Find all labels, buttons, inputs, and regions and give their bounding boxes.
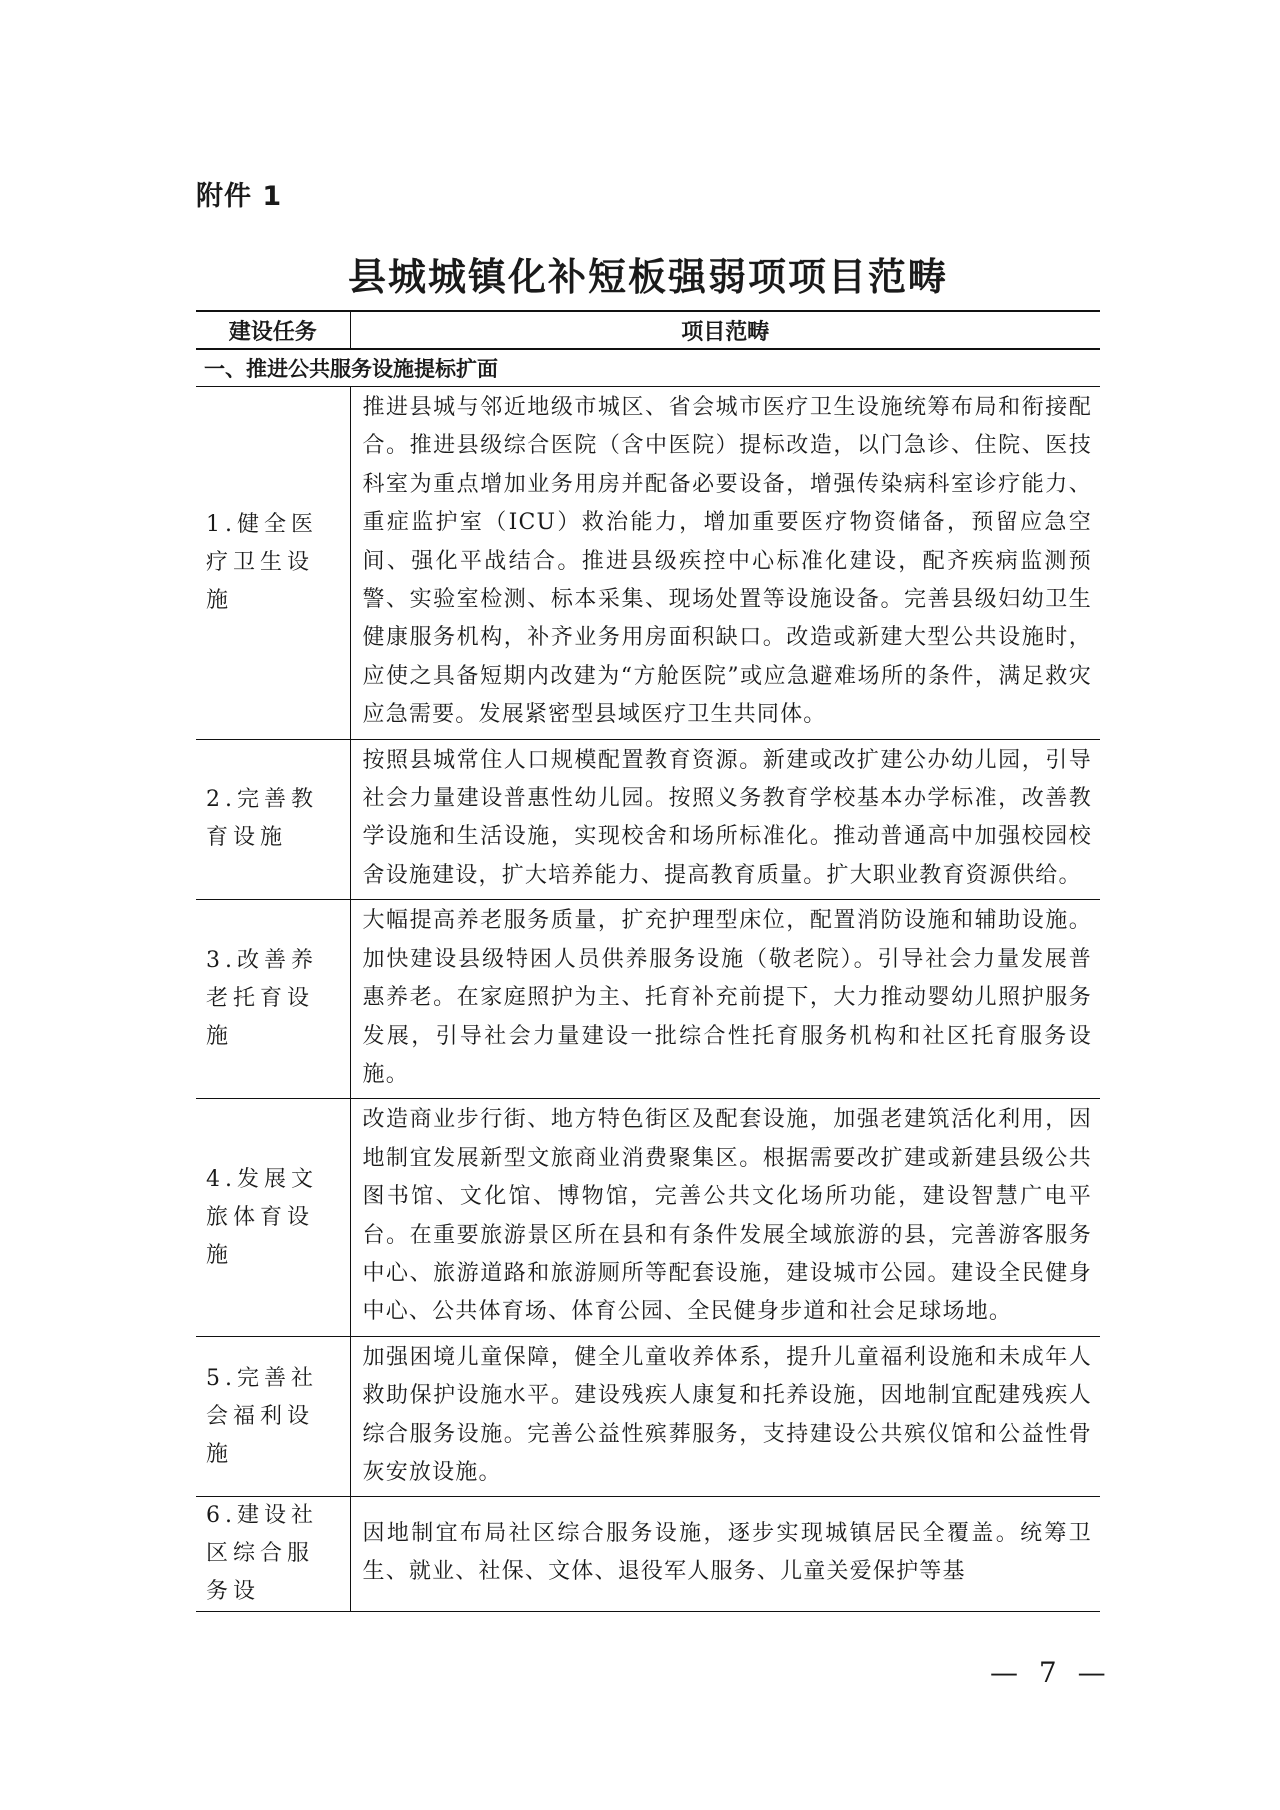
column-header-scope: 项目范畴 (681, 319, 770, 345)
task-cell: 5.完善社会福利设施 (196, 1336, 350, 1497)
section-heading: 一、推进公共服务设施提标扩面 (196, 349, 1100, 387)
scope-cell: 大幅提高养老服务质量，扩充护理型床位，配置消防设施和辅助设施。加快建设县级特困人员供养服务设施（敬老院）。引导社会力量发展普惠养老。在家庭照护为主、托育补充前提下，大力推动婴幼儿照护服务发展，引导社会力量建设一批综合性托育服务机构和社区托育服务设施。 (350, 900, 1100, 1099)
scope-cell: 推进县城与邻近地级市城区、省会城市医疗卫生设施统筹布局和衔接配合。推进县级综合医院（含中医院）提标改造，以门急诊、住院、医技科室为重点增加业务用房并配备必要设备，增强传染病科室诊疗能力、重症监护室（ICU）救治能力，增加重要医疗物资储备，预留应急空间、强化平战结合。推进县级疾控中心标准化建设，配齐疾病监测预警、实验室检测、标本采集、现场处置等设施设备。完善县级妇幼卫生健康服务机构，补齐业务用房面积缺口。改造或新建大型公共设施时，应使之具备短期内改建为“方舱医院”或应急避难场所的条件，满足救灾应急需要。发展紧密型县域医疗卫生共同体。 (350, 387, 1100, 740)
table-row (196, 739, 1100, 900)
attachment-label: 附件 1 (196, 181, 283, 212)
scope-cell: 因地制宜布局社区综合服务设施，逐步实现城镇居民全覆盖。统筹卫生、就业、社保、文体、退役军人服务、儿童关爱保护等基 (350, 1497, 1100, 1612)
scope-cell: 按照县城常住人口规模配置教育资源。新建或改扩建公办幼儿园，引导社会力量建设普惠性幼儿园。按照义务教育学校基本办学标准，改善教学设施和生活设施，实现校舍和场所标准化。推动普通高中加强校园校舍设施建设，扩大培养能力、提高教育质量。扩大职业教育资源供给。 (350, 739, 1100, 900)
table-row (196, 1497, 1100, 1612)
table-row (196, 900, 1100, 1099)
document-title: 县城城镇化补短板强弱项项目范畴 (347, 254, 948, 299)
column-header-task: 建设任务 (196, 311, 350, 349)
scope-cell: 改造商业步行街、地方特色街区及配套设施，加强老建筑活化利用，因地制宜发展新型文旅商业消费聚集区。根据需要改扩建或新建县级公共图书馆、文化馆、博物馆，完善公共文化场所功能，建设智慧广电平台。在重要旅游景区所在县和有条件发展全域旅游的县，完善游客服务中心、旅游道路和旅游厕所等配套设施，建设城市公园。建设全民健身中心、公共体育场、体育公园、全民健身步道和社会足球场地。 (350, 1099, 1100, 1336)
section-row (196, 349, 1100, 387)
page-number: — 7 — (990, 1656, 1112, 1689)
table-row (196, 387, 1100, 740)
table-header-row (196, 311, 1100, 349)
task-cell: 4.发展文旅体育设施 (196, 1099, 350, 1336)
project-scope-table (196, 310, 1100, 1612)
table-row (196, 1336, 1100, 1497)
task-cell: 1.健全医疗卫生设施 (196, 387, 350, 740)
scope-cell: 加强困境儿童保障，健全儿童收养体系，提升儿童福利设施和未成年人救助保护设施水平。建设残疾人康复和托养设施，因地制宜配建残疾人综合服务设施。完善公益性殡葬服务，支持建设公共殡仪馆和公益性骨灰安放设施。 (350, 1336, 1100, 1497)
table-row (196, 1099, 1100, 1336)
task-cell: 6.建设社区综合服务设 (196, 1497, 350, 1612)
task-cell: 3.改善养老托育设施 (196, 900, 350, 1099)
task-cell: 2.完善教育设施 (196, 739, 350, 900)
